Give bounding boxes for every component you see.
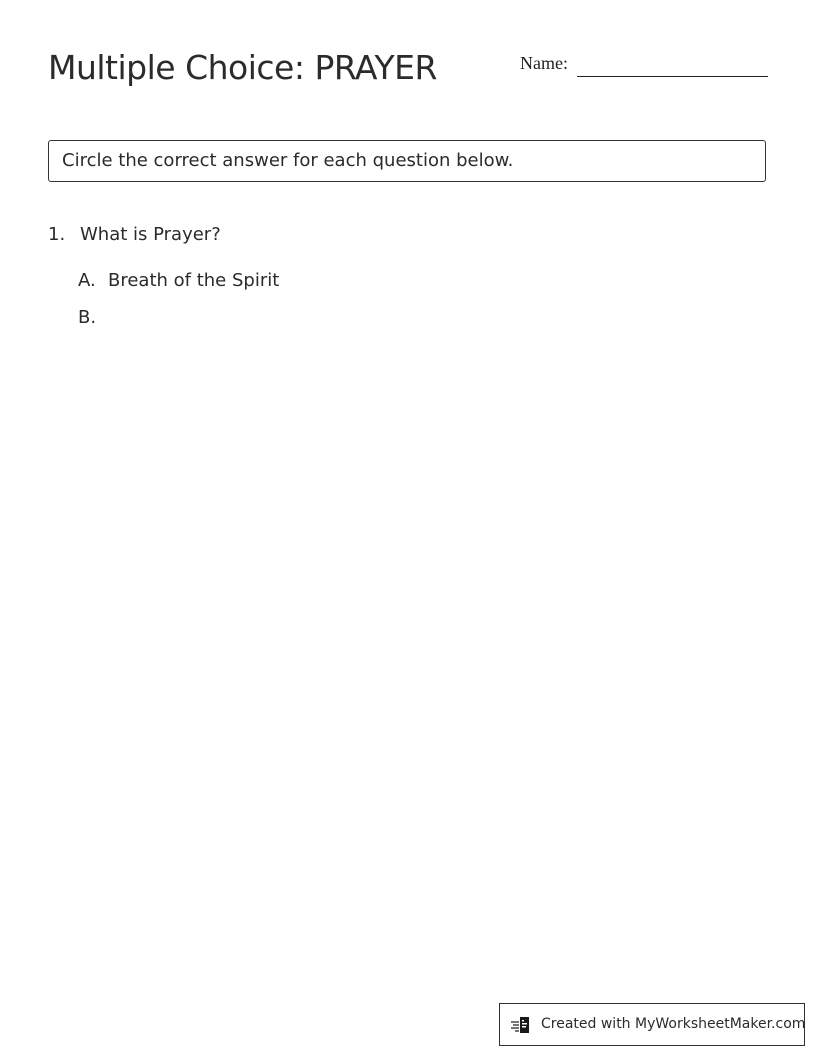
question-1 (48, 224, 221, 245)
footer-credit (499, 1003, 805, 1046)
option-b (78, 307, 108, 328)
option-letter: B. (78, 307, 97, 328)
option-text: Breath of the Spirit (108, 270, 280, 291)
name-blank-line (577, 76, 768, 77)
option-a (78, 270, 279, 291)
option-letter: A. (78, 270, 96, 291)
instructions-box (48, 140, 766, 182)
question-number: 1. (48, 224, 66, 245)
name-field (520, 53, 768, 79)
page-title: Multiple Choice: PRAYER (48, 48, 437, 87)
worksheet-maker-logo-icon (510, 1014, 532, 1036)
name-label: Name: (520, 53, 568, 73)
instructions-text: Circle the correct answer for each question below. (62, 150, 514, 171)
question-text: What is Prayer? (80, 224, 221, 245)
footer-text: Created with MyWorksheetMaker.com (541, 1016, 806, 1032)
